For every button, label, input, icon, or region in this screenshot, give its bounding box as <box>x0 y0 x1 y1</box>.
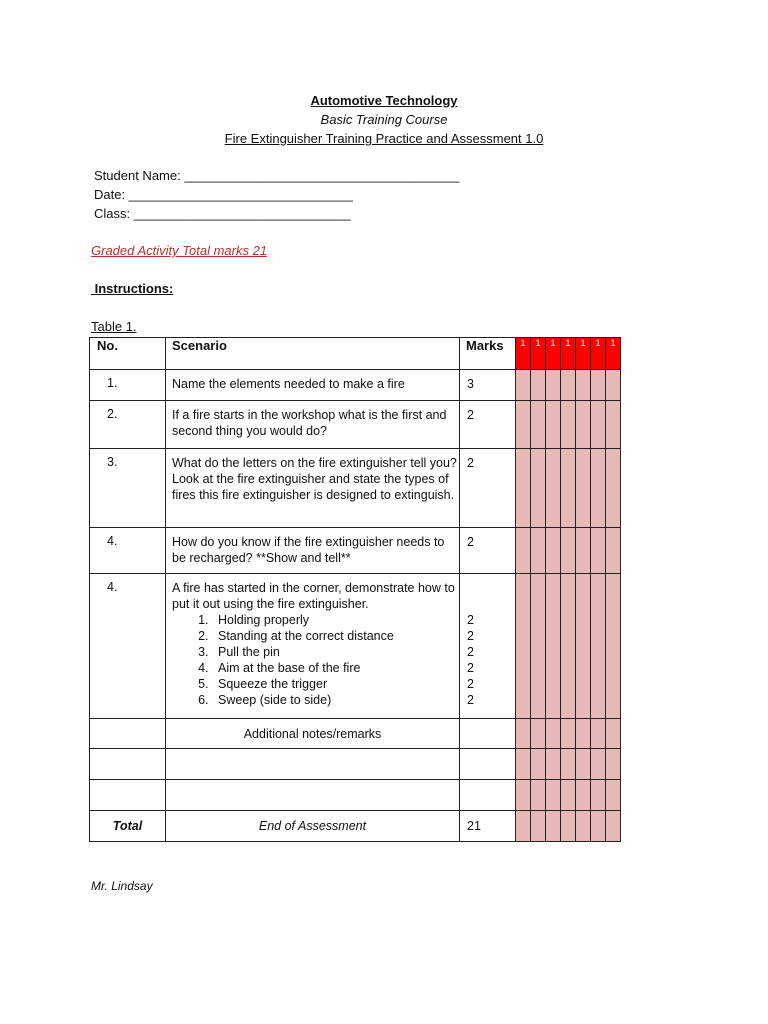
blank-cell[interactable] <box>166 780 460 811</box>
grade-cell[interactable] <box>531 780 546 811</box>
document-subtitle: Basic Training Course <box>320 112 448 127</box>
header-scenario: Scenario <box>166 338 460 370</box>
grade-cell[interactable] <box>591 811 606 842</box>
table-row <box>90 401 621 449</box>
step-mark: 2 <box>467 613 474 627</box>
row-scenario: What do the letters on the fire extinguisher tell you? Look at the fire extinguisher and state the types of fires this fire extinguisher is designed to extinguish. <box>166 449 460 528</box>
grade-cell[interactable] <box>546 528 561 574</box>
grade-cell[interactable] <box>576 780 591 811</box>
total-marks: 21 <box>460 811 516 842</box>
table-row-demonstration <box>90 574 621 719</box>
student-name-field: Student Name: ______________________________________ <box>94 168 460 183</box>
row-number: 4. <box>90 528 166 574</box>
grade-cell[interactable] <box>576 574 591 719</box>
grade-cell[interactable] <box>561 449 576 528</box>
step-mark: 2 <box>467 645 474 659</box>
grade-cell[interactable] <box>531 719 546 749</box>
grade-cell[interactable] <box>531 370 546 401</box>
row-marks: 3 <box>460 370 516 401</box>
grade-cell[interactable] <box>576 449 591 528</box>
grade-cell[interactable] <box>531 811 546 842</box>
grade-cell[interactable] <box>606 811 621 842</box>
row-number: 2. <box>90 401 166 449</box>
grade-cell[interactable] <box>561 574 576 719</box>
table-row-notes <box>90 719 621 749</box>
blank-cell[interactable] <box>166 749 460 780</box>
demo-step: 2. Standing at the correct distance <box>212 628 459 644</box>
grade-cell[interactable] <box>606 401 621 449</box>
demo-step: 4. Aim at the base of the fire <box>212 660 459 676</box>
grade-cell[interactable] <box>606 370 621 401</box>
grade-cell[interactable] <box>576 528 591 574</box>
grade-cell[interactable] <box>606 780 621 811</box>
demo-step: 1. Holding properly <box>212 612 459 628</box>
step-mark: 2 <box>467 693 474 707</box>
table-row-blank <box>90 780 621 811</box>
demo-intro: A fire has started in the corner, demonstrate how to put it out using the fire extinguisher. <box>172 581 455 611</box>
notes-label: Additional notes/remarks <box>166 719 460 749</box>
demo-steps-list <box>172 612 459 708</box>
grade-cell[interactable] <box>516 449 531 528</box>
grade-cell[interactable] <box>516 749 531 780</box>
grade-cell[interactable] <box>546 401 561 449</box>
blank-cell[interactable] <box>460 780 516 811</box>
grade-cell[interactable] <box>606 528 621 574</box>
grade-cell[interactable] <box>546 749 561 780</box>
table-header-row <box>90 338 621 370</box>
grade-column-header: 1 <box>576 338 591 370</box>
step-mark: 2 <box>467 629 474 643</box>
row-scenario: If a fire starts in the workshop what is the first and second thing you would do? <box>166 401 460 449</box>
grade-cell[interactable] <box>576 370 591 401</box>
grade-cell[interactable] <box>606 749 621 780</box>
table-caption: Table 1. <box>91 319 137 334</box>
author-signature: Mr. Lindsay <box>91 879 153 893</box>
grade-cell[interactable] <box>591 449 606 528</box>
grade-cell[interactable] <box>516 719 531 749</box>
grade-column-header: 1 <box>591 338 606 370</box>
row-marks: 2 <box>460 528 516 574</box>
table-row <box>90 449 621 528</box>
grade-cell[interactable] <box>531 528 546 574</box>
demo-step: 5. Squeeze the trigger <box>212 676 459 692</box>
grade-column-header: 1 <box>561 338 576 370</box>
instructions-heading: Instructions: <box>91 281 174 296</box>
row-marks <box>460 574 516 719</box>
table-row <box>90 370 621 401</box>
row-scenario: How do you know if the fire extinguisher needs to be recharged? **Show and tell** <box>166 528 460 574</box>
grade-cell[interactable] <box>546 370 561 401</box>
grade-cell[interactable] <box>561 749 576 780</box>
grade-cell[interactable] <box>606 574 621 719</box>
course-title: Fire Extinguisher Training Practice and Assessment 1.0 <box>224 131 544 146</box>
step-mark: 2 <box>467 661 474 675</box>
notes-no-cell <box>90 719 166 749</box>
grade-cell[interactable] <box>561 370 576 401</box>
demo-step: 6. Sweep (side to side) <box>212 692 459 708</box>
grade-cell[interactable] <box>591 370 606 401</box>
row-number: 3. <box>90 449 166 528</box>
grade-cell[interactable] <box>516 370 531 401</box>
grade-cell[interactable] <box>561 811 576 842</box>
grade-cell[interactable] <box>576 811 591 842</box>
header-marks: Marks <box>460 338 516 370</box>
table-row-total <box>90 811 621 842</box>
total-label: Total <box>90 811 166 842</box>
grade-cell[interactable] <box>591 719 606 749</box>
grade-cell[interactable] <box>576 719 591 749</box>
grade-cell[interactable] <box>606 719 621 749</box>
grade-cell[interactable] <box>606 449 621 528</box>
grade-cell[interactable] <box>516 780 531 811</box>
grade-cell[interactable] <box>531 401 546 449</box>
grade-cell[interactable] <box>516 574 531 719</box>
grade-cell[interactable] <box>546 719 561 749</box>
step-mark: 2 <box>467 677 474 691</box>
row-marks: 2 <box>460 449 516 528</box>
grade-cell[interactable] <box>591 528 606 574</box>
grade-cell[interactable] <box>591 574 606 719</box>
row-number: 1. <box>90 370 166 401</box>
document-title: Automotive Technology <box>310 93 458 108</box>
row-scenario: Name the elements needed to make a fire <box>166 370 460 401</box>
grade-column-header: 1 <box>531 338 546 370</box>
grade-cell[interactable] <box>546 811 561 842</box>
blank-cell[interactable] <box>460 749 516 780</box>
grade-cell[interactable] <box>576 401 591 449</box>
grade-cell[interactable] <box>516 528 531 574</box>
grade-column-header: 1 <box>546 338 561 370</box>
row-marks: 2 <box>460 401 516 449</box>
grade-column-header: 1 <box>516 338 531 370</box>
grade-column-header: 1 <box>606 338 621 370</box>
table-row-blank <box>90 749 621 780</box>
grade-cell[interactable] <box>546 449 561 528</box>
grade-cell[interactable] <box>546 574 561 719</box>
grade-cell[interactable] <box>561 528 576 574</box>
grade-cell[interactable] <box>591 749 606 780</box>
date-field: Date: _______________________________ <box>94 187 353 202</box>
header-no: No. <box>90 338 166 370</box>
grade-cell[interactable] <box>561 401 576 449</box>
row-scenario <box>166 574 460 719</box>
demo-step: 3. Pull the pin <box>212 644 459 660</box>
grade-cell[interactable] <box>516 811 531 842</box>
blank-cell[interactable] <box>90 749 166 780</box>
blank-cell[interactable] <box>90 780 166 811</box>
grade-cell[interactable] <box>576 749 591 780</box>
notes-marks-cell <box>460 719 516 749</box>
graded-activity-note: Graded Activity Total marks 21 <box>91 243 268 258</box>
table-row <box>90 528 621 574</box>
row-number: 4. <box>90 574 166 719</box>
grade-cell[interactable] <box>516 401 531 449</box>
grade-cell[interactable] <box>591 780 606 811</box>
grade-cell[interactable] <box>531 749 546 780</box>
grade-cell[interactable] <box>591 401 606 449</box>
grade-cell[interactable] <box>531 574 546 719</box>
grade-cell[interactable] <box>561 780 576 811</box>
class-field: Class: ______________________________ <box>94 206 351 221</box>
grade-cell[interactable] <box>546 780 561 811</box>
grade-cell[interactable] <box>561 719 576 749</box>
assessment-table <box>89 337 621 842</box>
end-of-assessment-label: End of Assessment <box>166 811 460 842</box>
grade-cell[interactable] <box>531 449 546 528</box>
